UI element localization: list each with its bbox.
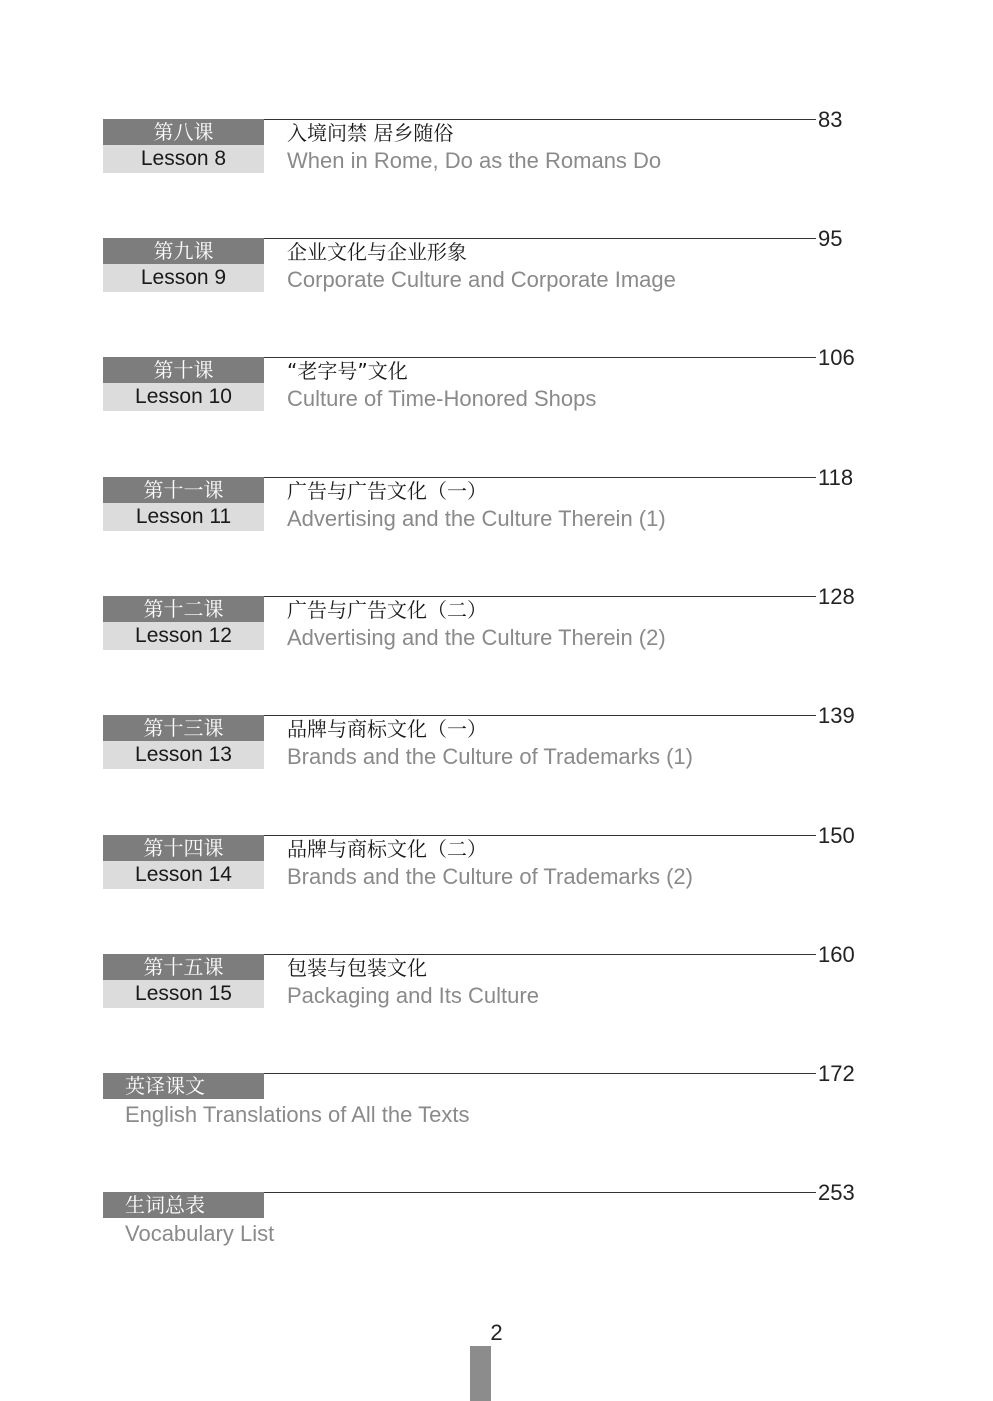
lesson-title-en: Advertising and the Culture Therein (2) <box>287 625 666 650</box>
lesson-title-en: Brands and the Culture of Trademarks (2) <box>287 864 693 889</box>
folio-marker-bar <box>470 1346 491 1401</box>
toc-entry-lesson-14[interactable] <box>0 823 993 905</box>
lesson-label-cn: 第十一课 <box>103 477 264 503</box>
lesson-title-cn: 包装与包装文化 <box>287 956 427 980</box>
appendix-label-cn: 英译课文 <box>103 1073 264 1099</box>
page-number: 95 <box>818 226 843 251</box>
toc-entry-vocabulary-list[interactable] <box>0 1180 993 1262</box>
page-number: 139 <box>818 703 855 728</box>
lesson-label-cn: 第八课 <box>103 119 264 145</box>
toc-entry-lesson-15[interactable] <box>0 942 993 1024</box>
lesson-title-en: Corporate Culture and Corporate Image <box>287 267 676 292</box>
page-number: 106 <box>818 345 855 370</box>
lesson-label-en: Lesson 10 <box>103 383 264 411</box>
lesson-title-cn: 广告与广告文化（二） <box>287 598 487 622</box>
page-number: 83 <box>818 107 843 132</box>
lesson-label-en: Lesson 8 <box>103 145 264 173</box>
lesson-label-en: Lesson 9 <box>103 264 264 292</box>
appendix-title-en: English Translations of All the Texts <box>125 1102 470 1127</box>
lesson-title-en: When in Rome, Do as the Romans Do <box>287 148 662 173</box>
lesson-title-cn: 品牌与商标文化（一） <box>287 717 487 741</box>
lesson-title-en: Advertising and the Culture Therein (1) <box>287 506 666 531</box>
lesson-label-cn: 第十五课 <box>103 954 264 980</box>
lesson-title-cn: 企业文化与企业形象 <box>287 240 467 264</box>
toc-entry-lesson-10[interactable] <box>0 345 993 427</box>
toc-entry-lesson-12[interactable] <box>0 584 993 666</box>
page-number: 118 <box>818 465 854 490</box>
lesson-title-cn: “老字号”文化 <box>287 359 408 383</box>
leader-rule <box>264 1073 816 1074</box>
page-number: 172 <box>818 1061 855 1086</box>
page-number: 128 <box>818 584 855 609</box>
lesson-label-cn: 第九课 <box>103 238 264 264</box>
lesson-title-cn: 品牌与商标文化（二） <box>287 837 487 861</box>
page-number: 150 <box>818 823 855 848</box>
lesson-label-en: Lesson 12 <box>103 622 264 650</box>
lesson-label-cn: 第十二课 <box>103 596 264 622</box>
appendix-title-en: Vocabulary List <box>125 1221 275 1246</box>
appendix-label-cn: 生词总表 <box>103 1192 264 1218</box>
lesson-title-cn: 入境问禁 居乡随俗 <box>287 121 454 145</box>
lesson-label-en: Lesson 15 <box>103 980 264 1008</box>
leader-rule <box>264 1192 816 1193</box>
toc-entry-lesson-11[interactable] <box>0 465 993 547</box>
lesson-title-en: Culture of Time-Honored Shops <box>287 386 597 411</box>
lesson-label-cn: 第十三课 <box>103 715 264 741</box>
lesson-title-en: Packaging and Its Culture <box>287 983 539 1008</box>
toc-entry-lesson-9[interactable] <box>0 226 993 308</box>
lesson-title-cn: 广告与广告文化（一） <box>287 479 487 503</box>
toc-entry-english-translations[interactable] <box>0 1061 993 1143</box>
lesson-label-cn: 第十四课 <box>103 835 264 861</box>
lesson-label-cn: 第十课 <box>103 357 264 383</box>
toc-entry-lesson-13[interactable] <box>0 703 993 785</box>
toc-entry-lesson-8[interactable] <box>0 107 993 189</box>
folio-page-number: 2 <box>490 1320 503 1345</box>
lesson-label-en: Lesson 11 <box>103 503 264 531</box>
page-number: 253 <box>818 1180 855 1205</box>
lesson-label-en: Lesson 14 <box>103 861 264 889</box>
lesson-title-en: Brands and the Culture of Trademarks (1) <box>287 744 693 769</box>
lesson-label-en: Lesson 13 <box>103 741 264 769</box>
page-number: 160 <box>818 942 855 967</box>
